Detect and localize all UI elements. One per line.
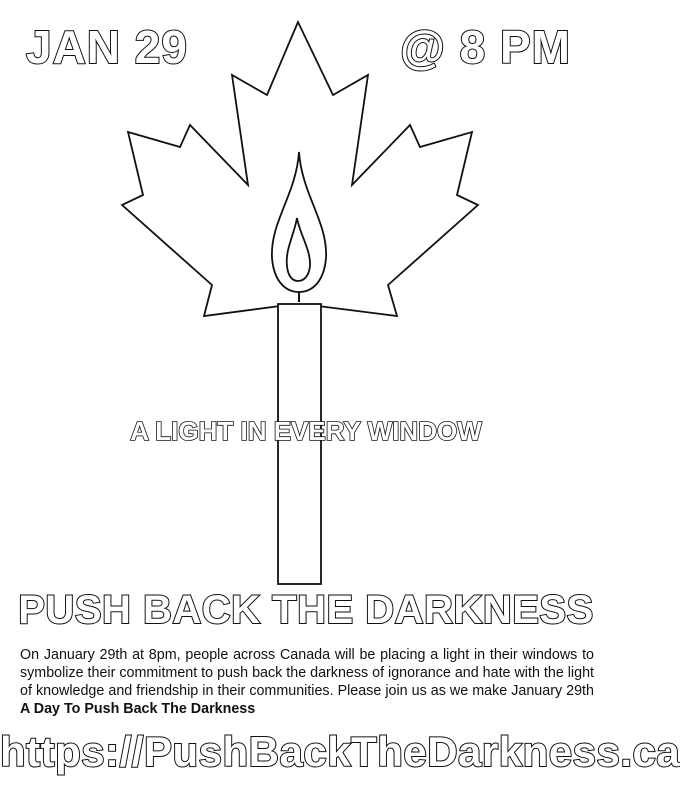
headline: PUSH BACK THE DARKNESS [18,588,594,632]
tagline: A LIGHT IN EVERY WINDOW [130,416,482,446]
website-url[interactable]: https://PushBackTheDarkness.ca [0,728,680,775]
event-date: JAN 29 [26,21,188,73]
body-emphasis: A Day To Push Back The Darkness [20,701,256,717]
body-text: On January 29th at 8pm, people across Canada will be placing a light in their windows to symbolize their commitment to push back the darkness of ignorance and hate with the light of knowledge and friendship in their communities. Please join us as we make January 29th [20,647,594,699]
body-paragraph [20,646,594,718]
event-time: @ 8 PM [400,21,571,73]
